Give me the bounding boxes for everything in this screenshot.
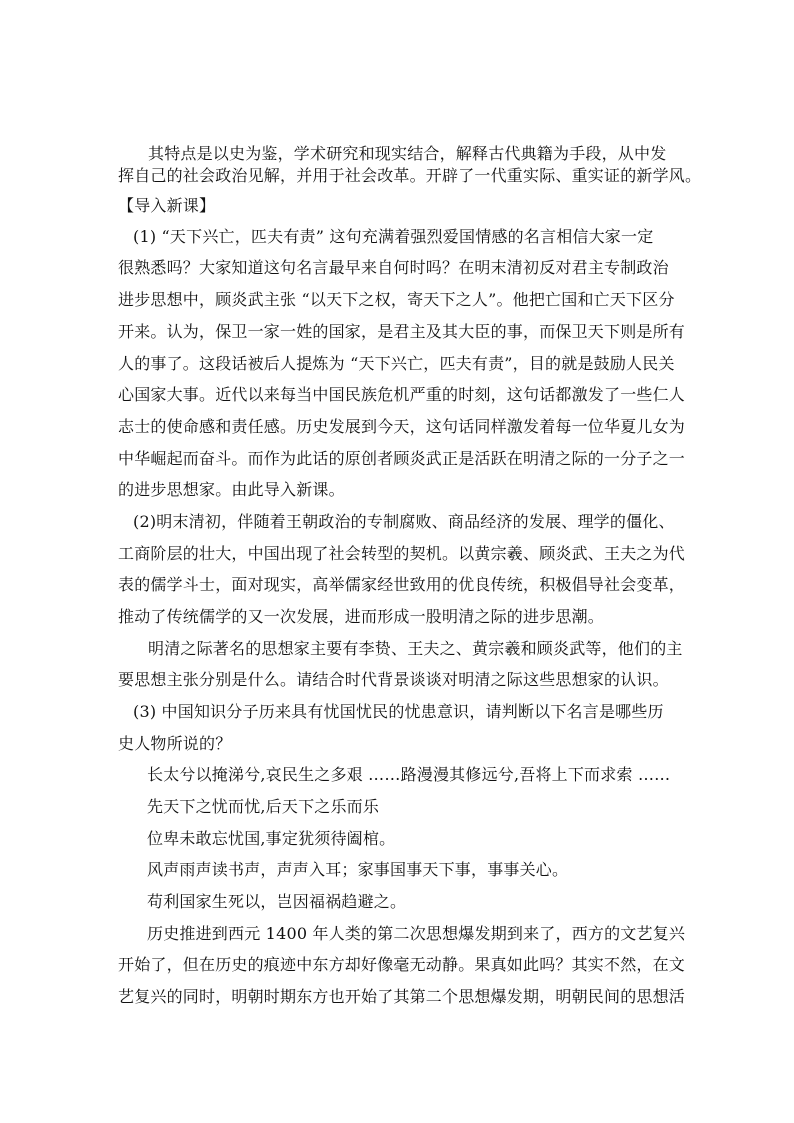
quote-line-4: 风声雨声读书声，声声入耳；家事国事天下事，事事关心。: [147, 860, 569, 879]
para1-line-5: 人的事了。这段话被后人提炼为 “天下兴亡，匹夫有责”，目的就是鼓励人民关: [118, 354, 675, 373]
quote-line-1: 长太兮以掩涕兮,哀民生之多艰 ……路漫漫其修远兮,吾将上下而求索 ……: [147, 765, 671, 784]
para1-line-8: 中华崛起而奋斗。而作为此话的原创者顾炎武正是活跃在明清之际的一分子之一: [118, 449, 686, 468]
para5-line-1: 历史推进到西元 1400 年人类的第二次思想爆发期到来了，西方的文艺复兴: [147, 924, 686, 943]
para2-line-2: 工商阶层的壮大，中国出现了社会转型的契机。以黄宗羲、顾炎武、王夫之为代: [118, 544, 686, 563]
para5-line-3: 艺复兴的同时，明朝时期东方也开始了其第二个思想爆发期，明朝民间的思想活: [118, 987, 686, 1006]
para2-line-4: 推动了传统儒学的又一次发展，进而形成一股明清之际的进步思潮。: [118, 607, 605, 626]
para4-line-2: 史人物所说的？: [118, 734, 232, 753]
para1-line-1: (1) “天下兴亡，匹夫有责” 这句充满着强烈爱国情感的名言相信大家一定: [133, 227, 654, 246]
section-heading: 【导入新课】: [118, 196, 216, 215]
para1-line-7: 志士的使命感和责任感。历史发展到今天，这句话同样激发着每一位华夏儿女为: [118, 417, 686, 436]
para1-line-9: 的进步思想家。由此导入新课。: [118, 480, 345, 499]
para4-line-1: (3) 中国知识分子历来具有忧国忧民的忧患意识，请判断以下名言是哪些历: [133, 702, 664, 721]
para2-line-3: 表的儒学斗士，面对现实，高举儒家经世致用的优良传统，积极倡导社会变革，: [118, 575, 686, 594]
para1-line-6: 心国家大事。近代以来每当中国民族危机严重的时刻，这句话都激发了一些仁人: [118, 385, 686, 404]
intro-line-2: 挥自己的社会政治见解，并用于社会改革。开辟了一代重实际、重实证的新学风。: [118, 166, 702, 185]
para3-line-1: 明清之际著名的思想家主要有李贽、王夫之、黄宗羲和顾炎武等，他们的主: [148, 639, 683, 658]
quote-line-2: 先天下之忧而忧,后天下之乐而乐: [147, 797, 380, 816]
para1-line-3: 进步思想中，顾炎武主张 “以天下之权，寄天下之人”。他把亡国和亡天下区分: [118, 290, 675, 309]
quote-line-5: 苟利国家生死以，岂因福祸趋避之。: [147, 892, 407, 911]
para3-line-2: 要思想主张分别是什么。请结合时代背景谈谈对明清之际这些思想家的认识。: [118, 670, 669, 689]
para1-line-4: 开来。认为，保卫一家一姓的国家，是君主及其大臣的事，而保卫天下则是所有: [118, 322, 686, 341]
para2-line-1: (2)明末清初，伴随着王朝政治的专制腐败、商品经济的发展、理学的僵化、: [133, 512, 675, 531]
intro-line-1: 其特点是以史为鉴，学术研究和现实结合，解释古代典籍为手段，从中发: [148, 144, 667, 163]
quote-line-3: 位卑未敢忘忧国,事定犹须待阖棺。: [147, 829, 396, 848]
para5-line-2: 开始了，但在历史的痕迹中东方却好像毫无动静。果真如此吗？其实不然，在文: [118, 955, 686, 974]
para1-line-2: 很熟悉吗？大家知道这句名言最早来自何时吗？在明末清初反对君主专制政治: [118, 258, 669, 277]
